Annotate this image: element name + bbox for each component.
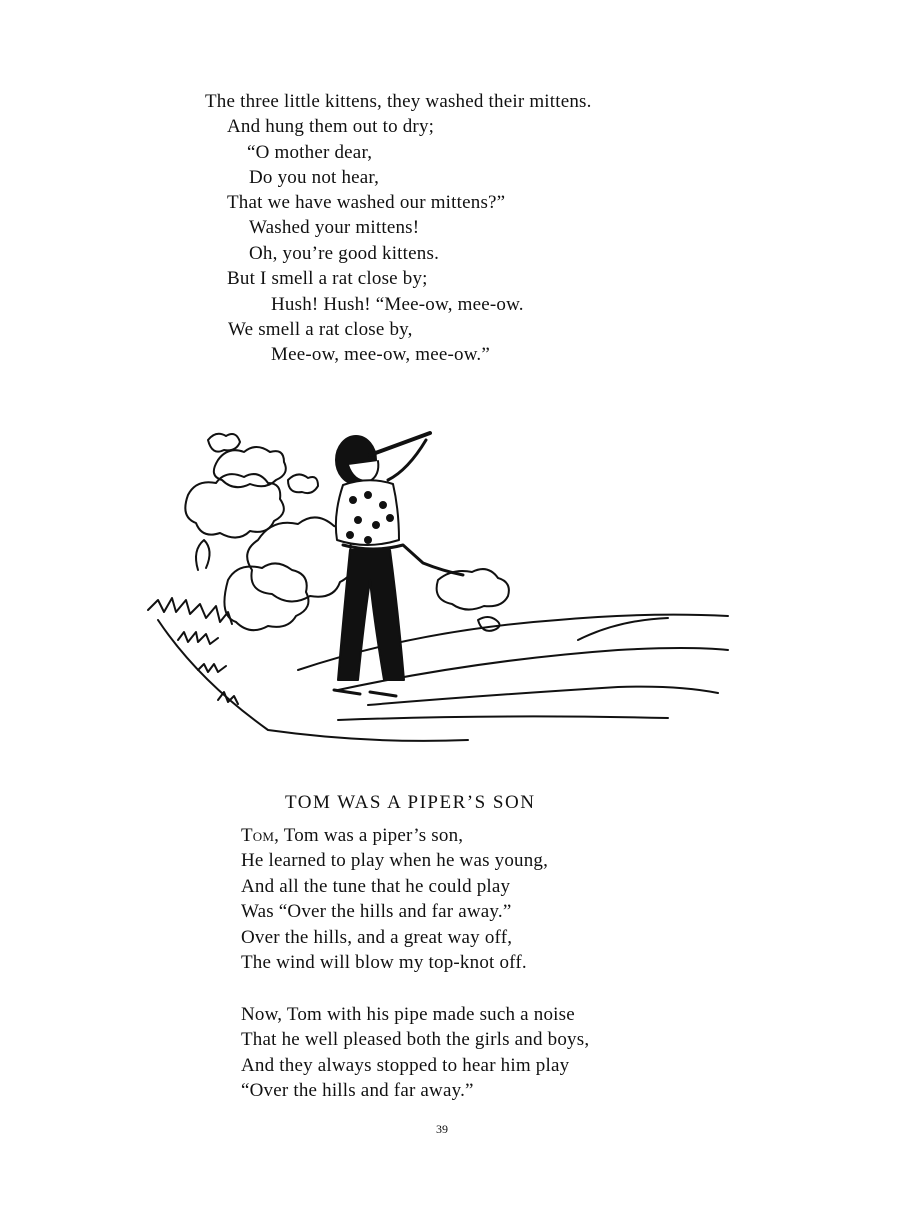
poem2-line-8: That he well pleased both the girls and boys, bbox=[241, 1029, 590, 1050]
poem1-line-9: Hush! Hush! “Mee-ow, mee-ow. bbox=[271, 294, 524, 315]
poem1-line-6: Washed your mittens! bbox=[249, 217, 420, 238]
poem1-line-2: And hung them out to dry; bbox=[227, 116, 435, 137]
poem2-line-6: The wind will blow my top-knot off. bbox=[241, 952, 527, 973]
poem1-line-7: Oh, you’re good kittens. bbox=[249, 243, 440, 264]
poem1-line-5: That we have washed our mittens?” bbox=[227, 192, 506, 213]
boy-playing-pipe-on-hill-icon bbox=[138, 420, 738, 765]
poem1-line-1: The three little kittens, they washed their mittens. bbox=[205, 91, 592, 112]
poem2-line-7: Now, Tom with his pipe made such a noise bbox=[241, 1004, 575, 1025]
poem1-line-8: But I smell a rat close by; bbox=[227, 268, 428, 289]
poem2-line-1 bbox=[241, 824, 463, 848]
poem2-first-word: Tom bbox=[241, 825, 275, 846]
poem1-line-10: We smell a rat close by, bbox=[228, 319, 413, 340]
poem1-line-4: Do you not hear, bbox=[249, 167, 380, 188]
poem1-line-11: Mee-ow, mee-ow, mee-ow.” bbox=[271, 344, 490, 365]
poem2-line-1-rest: , Tom was a piper’s son, bbox=[274, 825, 464, 846]
page-number: 39 bbox=[436, 1122, 448, 1136]
poem-title: TOM WAS A PIPER’S SON bbox=[285, 792, 536, 813]
poem2-line-4: Was “Over the hills and far away.” bbox=[241, 901, 512, 922]
poem2-line-10: “Over the hills and far away.” bbox=[241, 1080, 474, 1101]
poem2-line-3: And all the tune that he could play bbox=[241, 876, 511, 897]
poem2-line-9: And they always stopped to hear him play bbox=[241, 1055, 570, 1076]
poem1-line-3: “O mother dear, bbox=[247, 142, 373, 163]
poem2-line-5: Over the hills, and a great way off, bbox=[241, 927, 513, 948]
poem2-line-2: He learned to play when he was young, bbox=[241, 850, 549, 871]
